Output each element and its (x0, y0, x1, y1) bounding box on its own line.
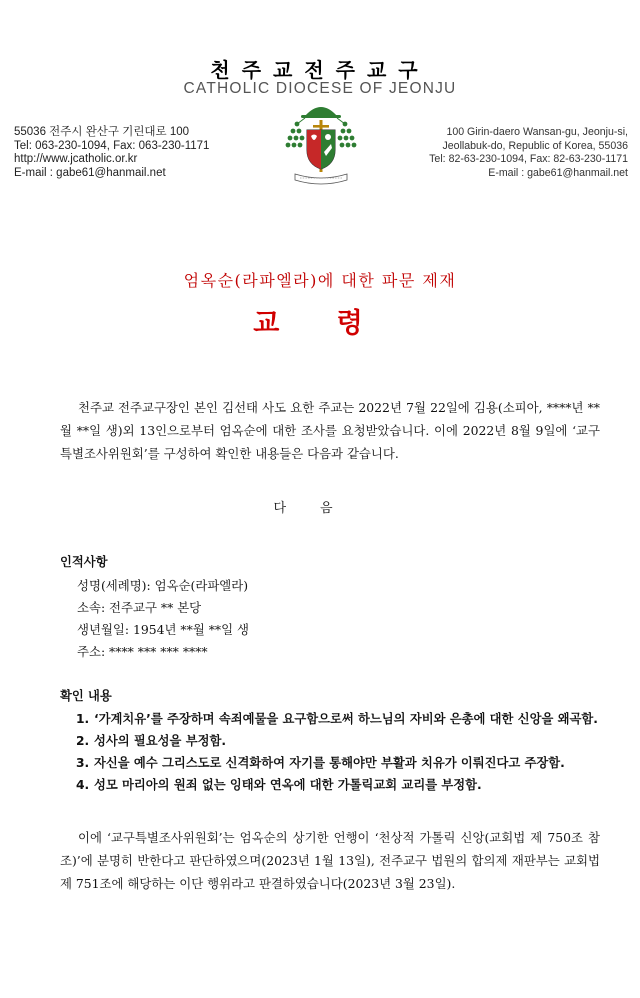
finding-number: 3. (76, 756, 90, 770)
finding-text: 성모 마리아의 원죄 없는 잉태와 연옥에 대한 가톨릭교회 교리를 부정함. (94, 778, 482, 792)
info-name: 성명(세례명): 엄옥순(라파엘라) (77, 578, 249, 593)
personal-info-list (77, 575, 249, 663)
intro-text: 천주교 전주교구장인 본인 김선태 사도 요한 주교는 2022년 7월 22일에 김용(소피아, ****년 **월 **일 생)외 13인으로부터 엄옥순에 대한 조사를 요청받았습니다. 이에 2022년 8월 9일에 ‘교구특별조사위원회’를 구성하여 확인한 내용들은 다음과 같습니다. (60, 400, 600, 461)
address-line: Jeollabuk-do, Republic of Korea, 55036 (442, 139, 628, 152)
finding-number: 4. (76, 778, 90, 792)
document-title: 교 령 (253, 308, 387, 339)
diocese-title-ko: 천주교전주교구 (210, 58, 430, 82)
email-line[interactable]: E-mail : gabe61@hanmail.net (14, 166, 166, 179)
personal-info-heading: 인적사항 (60, 555, 108, 569)
section-divider-text: 다음 (273, 501, 367, 516)
phone-line: Tel: 063-230-1094, Fax: 063-230-1171 (14, 139, 210, 152)
address-line: 100 Girin-daero Wansan-gu, Jeonju-si, (446, 126, 628, 138)
info-birthdate: 생년월일: 1954년 **월 **일 생 (77, 622, 249, 637)
diocese-title-en: CATHOLIC DIOCESE OF JEONJU (183, 80, 457, 97)
finding-text: 자신을 예수 그리스도로 신격화하여 자기를 통해야만 부활과 치유가 이뤄진다고 주장함. (94, 756, 565, 770)
info-parish: 소속: 전주교구 ** 본당 (77, 600, 202, 615)
finding-text: 성사의 필요성을 부정함. (94, 734, 227, 748)
phone-line: Tel: 82-63-230-1094, Fax: 82-63-230-1171 (429, 153, 628, 165)
finding-number: 1. (76, 712, 90, 726)
email-line[interactable]: E-mail : gabe61@hanmail.net (488, 166, 628, 179)
conclusion-paragraph (60, 826, 600, 895)
intro-paragraph (60, 396, 600, 465)
findings-list (76, 708, 616, 796)
finding-text: ‘가계치유’를 주장하며 속죄예물을 요구함으로써 하느님의 자비와 은총에 대한 신앙을 왜곡함. (94, 712, 598, 726)
address-line: 55036 전주시 완산구 기린대로 100 (14, 126, 190, 138)
address-english (429, 126, 628, 180)
finding-item (76, 708, 616, 730)
findings-heading: 확인 내용 (60, 689, 112, 703)
document-subject: 엄옥순(라파엘라)에 대한 파문 제재 (183, 271, 457, 290)
finding-item (76, 752, 616, 774)
website-link[interactable]: http://www.jcatholic.or.kr (14, 153, 138, 165)
conclusion-text: 이에 ‘교구특별조사위원회’는 엄옥순의 상기한 언행이 ‘천상적 가톨릭 신앙(교회법 제 750조 참조)’에 분명히 반한다고 판단하였으며(2023년 1월 13일), 전주교구 법원의 합의제 재판부는 교회법 제 751조에 해당하는 이단 행위라고 판결하였습니다(2023년 3월 23일). (60, 830, 600, 891)
diocese-crest-icon (283, 100, 359, 186)
finding-number: 2. (76, 734, 90, 748)
address-korean (14, 126, 209, 180)
info-address: 주소: **** *** *** **** (77, 644, 208, 659)
finding-item (76, 774, 616, 796)
finding-item (76, 730, 616, 752)
